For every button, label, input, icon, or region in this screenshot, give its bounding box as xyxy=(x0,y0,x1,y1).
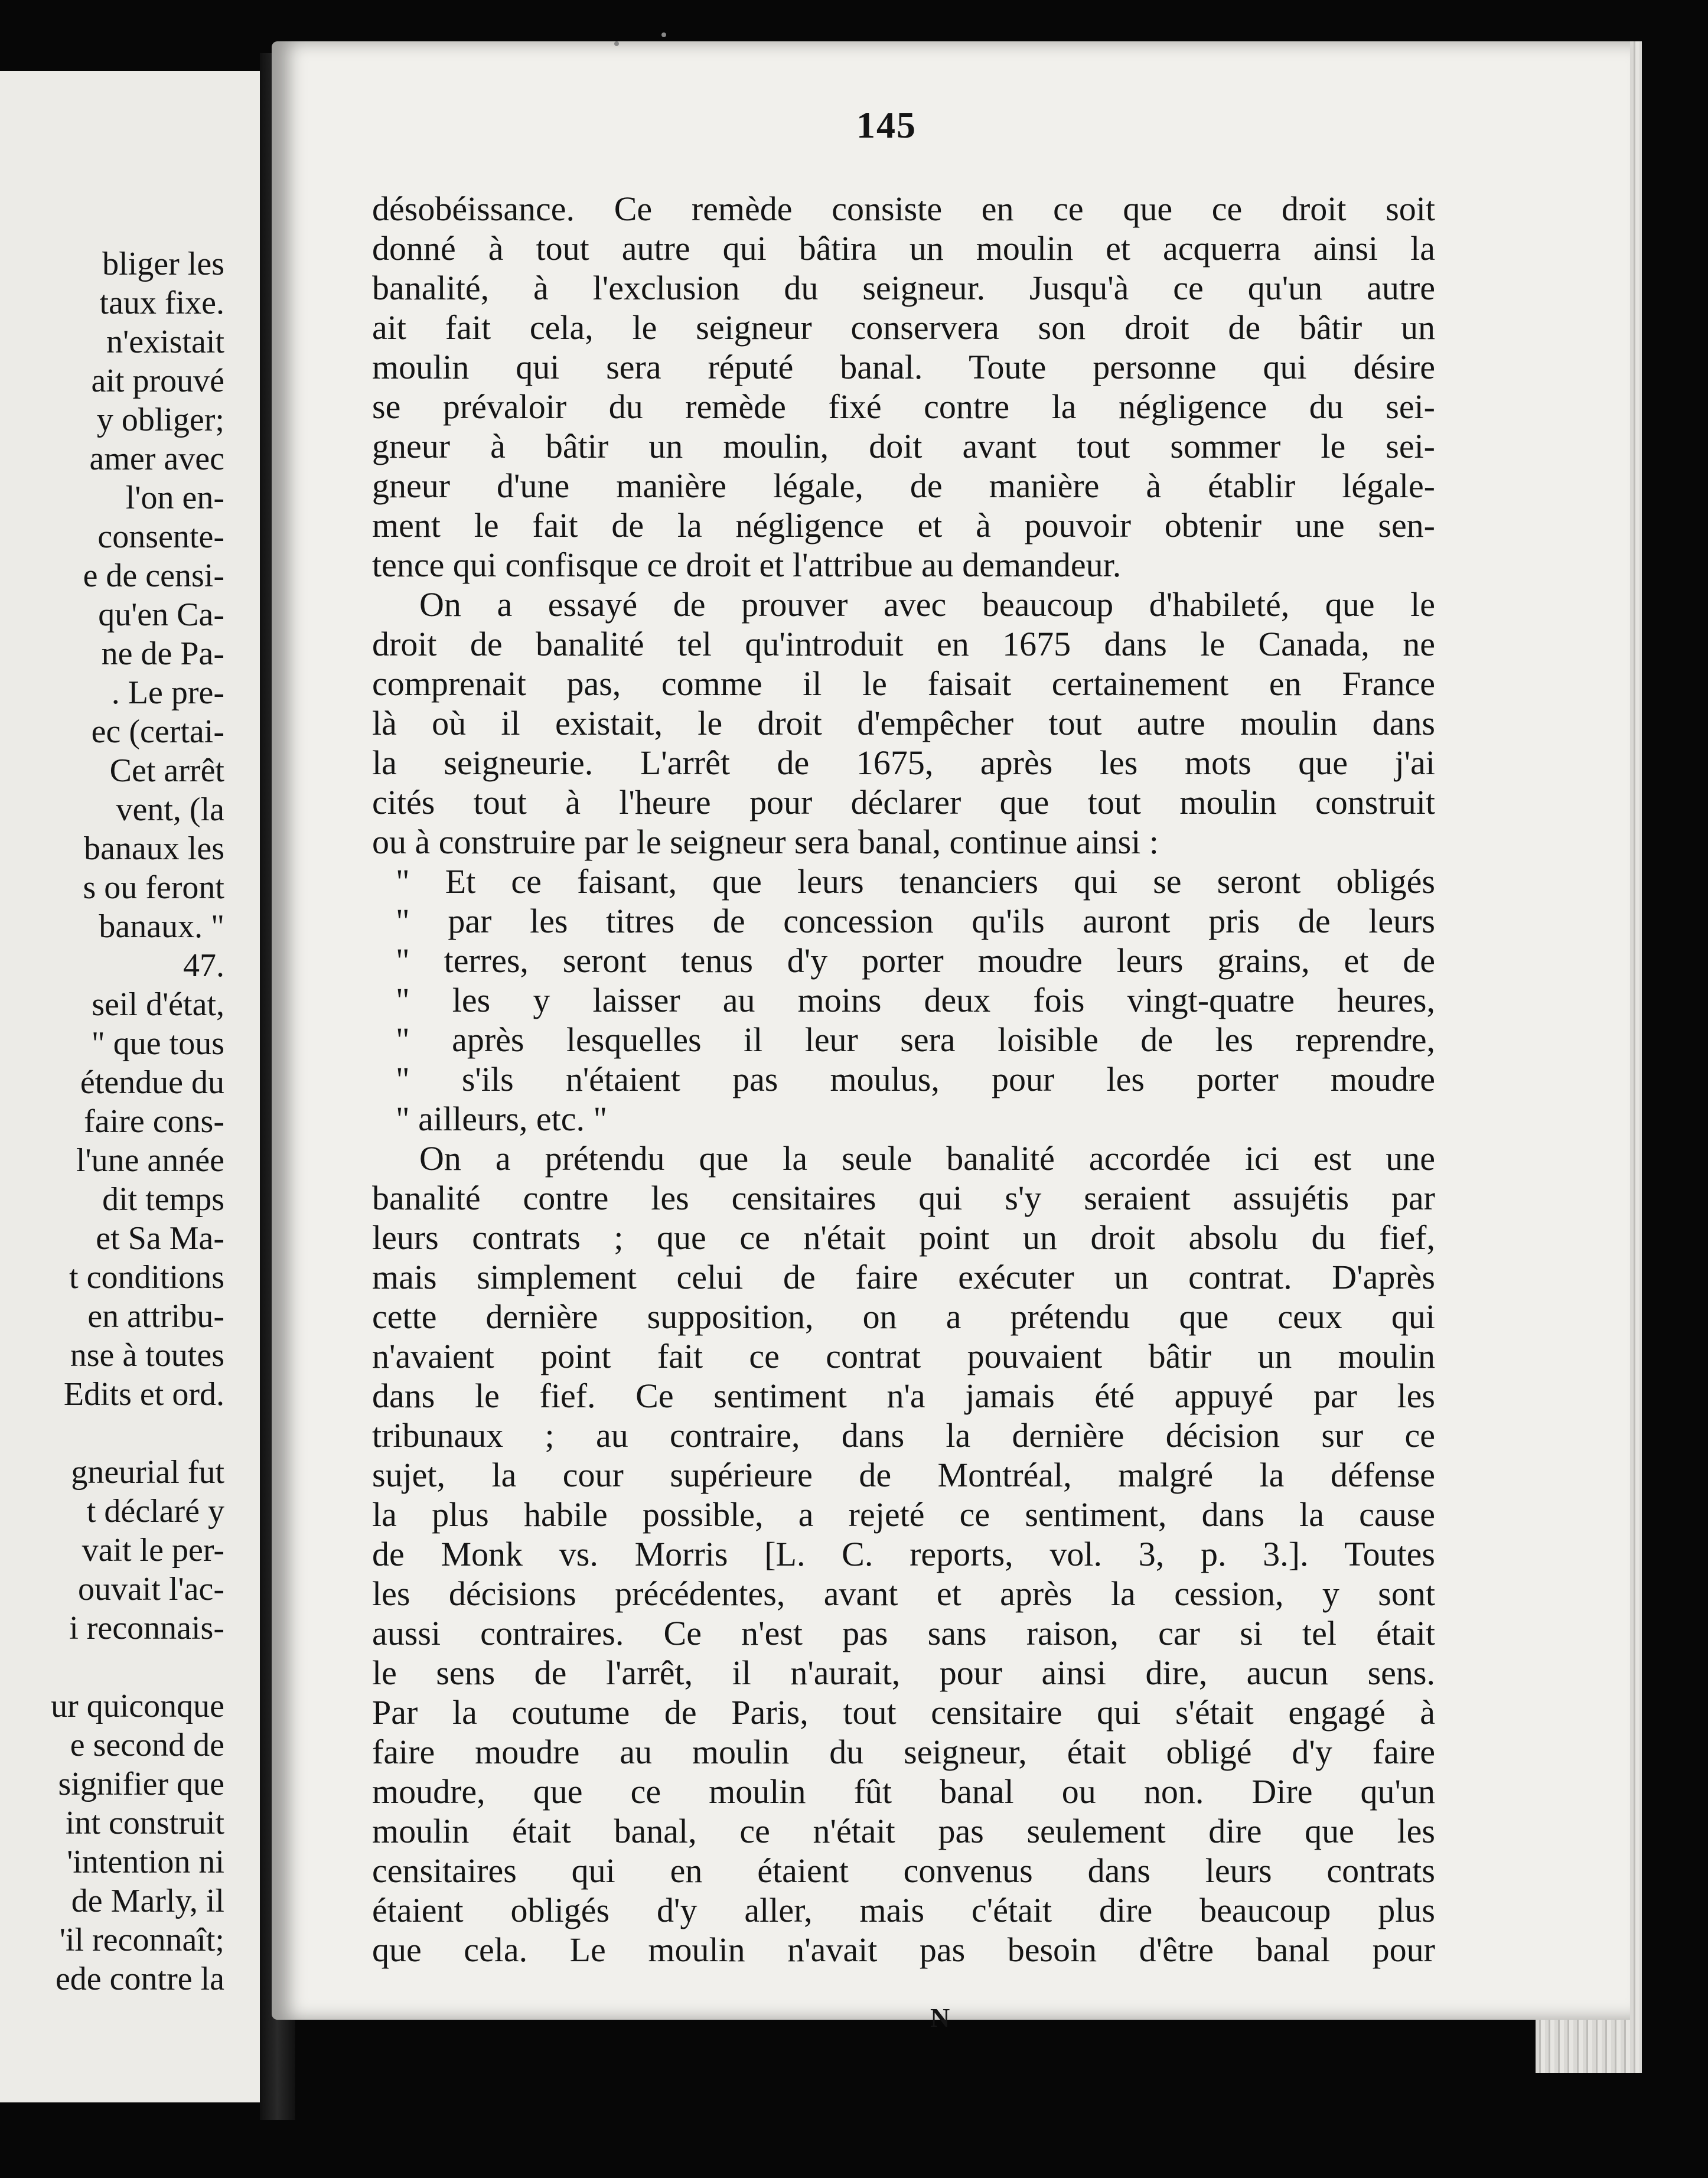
text-line: " les y laisser au moins deux fois vingt-quatre heures, xyxy=(396,981,1435,1019)
facing-text-line: dit temps xyxy=(102,1181,224,1218)
facing-text-line: Edits et ord. xyxy=(63,1376,224,1413)
facing-text-line: amer avec xyxy=(89,441,224,477)
text-line: gneur à bâtir un moulin, doit avant tout sommer le sei- xyxy=(372,427,1435,465)
page-number: 145 xyxy=(856,104,917,146)
text-line: " s'ils n'étaient pas moulus, pour les porter moudre xyxy=(396,1060,1435,1098)
page-body-text xyxy=(372,189,1435,1970)
text-line: leurs contrats ; que ce n'était point un droit absolu du fief, xyxy=(372,1218,1435,1257)
facing-text-line: banaux les xyxy=(84,830,224,867)
facing-text-line: l'on en- xyxy=(125,480,224,516)
facing-text-line: bliger les xyxy=(102,246,224,282)
text-line: Par la coutume de Paris, tout censitaire qui s'était engagé à xyxy=(372,1693,1435,1732)
text-line: les décisions précédentes, avant et après la cession, y sont xyxy=(372,1574,1435,1613)
text-line: On a prétendu que la seule banalité accordée ici est une xyxy=(419,1139,1435,1178)
facing-text-line: faire cons- xyxy=(84,1103,224,1140)
facing-text-line: ait prouvé xyxy=(91,363,224,399)
text-line: tribunaux ; au contraire, dans la dernière décision sur ce xyxy=(372,1416,1435,1455)
text-line: censitaires qui en étaient convenus dans leurs contrats xyxy=(372,1851,1435,1890)
facing-text-line: e second de xyxy=(70,1727,224,1763)
facing-text-line: qu'en Ca- xyxy=(98,596,224,633)
facing-text-line: 'intention ni xyxy=(67,1844,224,1880)
facing-text-line: nse à toutes xyxy=(70,1337,224,1374)
facing-text-line: . Le pre- xyxy=(111,674,224,711)
text-line: n'avaient point fait ce contrat pouvaient bâtir un moulin xyxy=(372,1337,1435,1375)
facing-text-line: t conditions xyxy=(69,1259,224,1296)
text-line: de Monk vs. Morris [L. C. reports, vol. 3, p. 3.]. Toutes xyxy=(372,1535,1435,1573)
text-line: cités tout à l'heure pour déclarer que tout moulin construit xyxy=(372,783,1435,821)
facing-text-line: y obliger; xyxy=(96,402,224,438)
facing-text-line: t déclaré y xyxy=(86,1493,224,1530)
facing-text-line: seil d'état, xyxy=(92,986,224,1023)
text-line: cette dernière supposition, on a prétendu que ceux qui xyxy=(372,1297,1435,1336)
facing-text-line: de Marly, il xyxy=(71,1883,224,1919)
facing-text-line: l'une année xyxy=(76,1142,224,1179)
text-line: moulin était banal, ce n'était pas seulement dire que les xyxy=(372,1812,1435,1850)
scan-speck xyxy=(661,32,666,37)
facing-text-line: en attribu- xyxy=(87,1298,224,1335)
facing-text-line: i reconnais- xyxy=(69,1610,224,1646)
text-line: tence qui confisque ce droit et l'attribue au demandeur. xyxy=(372,546,1122,584)
scan-speck xyxy=(614,41,619,46)
facing-text-line: ne de Pa- xyxy=(101,635,224,672)
text-line: " après lesquelles il leur sera loisible de les reprendre, xyxy=(396,1020,1435,1059)
facing-text-line: int construit xyxy=(65,1805,224,1841)
text-line: " Et ce faisant, que leurs tenanciers qui se seront obligés xyxy=(396,862,1435,901)
text-line: comprenait pas, comme il le faisait certainement en France xyxy=(372,664,1435,703)
facing-text-line: gneurial fut xyxy=(71,1454,224,1491)
facing-text-line: s ou feront xyxy=(83,869,224,906)
text-line: désobéissance. Ce remède consiste en ce que ce droit soit xyxy=(372,190,1435,228)
facing-text-line: consente- xyxy=(97,519,224,555)
signature-mark: N xyxy=(930,2003,950,2033)
text-line: droit de banalité tel qu'introduit en 1675 dans le Canada, ne xyxy=(372,625,1435,663)
facing-text-line: ede contre la xyxy=(55,1961,224,1997)
facing-text-line: et Sa Ma- xyxy=(96,1220,224,1257)
text-line: là où il existait, le droit d'empêcher tout autre moulin dans xyxy=(372,704,1435,742)
text-line: moulin qui sera réputé banal. Toute personne qui désire xyxy=(372,348,1435,386)
facing-text-line: n'existait xyxy=(106,324,224,360)
facing-text-line: vait le per- xyxy=(82,1532,224,1569)
text-line: banalité, à l'exclusion du seigneur. Jusqu'à ce qu'un autre xyxy=(372,269,1435,307)
text-line: la plus habile possible, a rejeté ce sentiment, dans la cause xyxy=(372,1495,1435,1534)
facing-text-line: ouvait l'ac- xyxy=(78,1571,224,1608)
facing-text-line: étendue du xyxy=(80,1064,224,1101)
facing-text-line: 'il reconnaît; xyxy=(59,1922,224,1958)
text-line: aussi contraires. Ce n'est pas sans raison, car si tel était xyxy=(372,1614,1435,1652)
facing-text-line: ec (certai- xyxy=(91,713,224,750)
text-line: dans le fief. Ce sentiment n'a jamais été appuyé par les xyxy=(372,1377,1435,1415)
text-line: gneur d'une manière légale, de manière à établir légale- xyxy=(372,467,1435,505)
text-line: la seigneurie. L'arrêt de 1675, après les mots que j'ai xyxy=(372,744,1435,782)
text-line: le sens de l'arrêt, il n'aurait, pour ainsi dire, aucun sens. xyxy=(372,1654,1435,1692)
text-line: ait fait cela, le seigneur conservera son droit de bâtir un xyxy=(372,308,1435,347)
text-line: faire moudre au moulin du seigneur, était obligé d'y faire xyxy=(372,1733,1435,1771)
facing-page-left xyxy=(0,71,270,2102)
facing-text-line: e de censi- xyxy=(83,557,224,594)
text-line: que cela. Le moulin n'avait pas besoin d'être banal pour xyxy=(372,1931,1435,1969)
text-line: ment le fait de la négligence et à pouvoir obtenir une sen- xyxy=(372,506,1435,544)
text-line: " ailleurs, etc. " xyxy=(396,1100,608,1138)
facing-text-line: signifier que xyxy=(58,1766,224,1802)
text-line: moudre, que ce moulin fût banal ou non. Dire qu'un xyxy=(372,1772,1435,1811)
text-line: banalité contre les censitaires qui s'y seraient assujétis par xyxy=(372,1179,1435,1217)
facing-text-line: vent, (la xyxy=(116,791,224,828)
text-line: On a essayé de prouver avec beaucoup d'habileté, que le xyxy=(419,585,1435,624)
facing-text-line: taux fixe. xyxy=(99,285,224,321)
facing-text-line: ur quiconque xyxy=(51,1688,224,1724)
text-line: étaient obligés d'y aller, mais c'était dire beaucoup plus xyxy=(372,1891,1435,1929)
facing-text-line: banaux. " xyxy=(99,908,224,945)
text-line: sujet, la cour supérieure de Montréal, malgré la défense xyxy=(372,1456,1435,1494)
text-line: donné à tout autre qui bâtira un moulin et acquerra ainsi la xyxy=(372,229,1435,268)
text-line: se prévaloir du remède fixé contre la négligence du sei- xyxy=(372,387,1435,426)
text-line: ou à construire par le seigneur sera banal, continue ainsi : xyxy=(372,823,1159,861)
facing-text-line: Cet arrêt xyxy=(109,752,224,789)
text-line: " terres, seront tenus d'y porter moudre leurs grains, et de xyxy=(396,941,1435,980)
text-line: mais simplement celui de faire exécuter un contrat. D'après xyxy=(372,1258,1435,1296)
facing-text-line: 47. xyxy=(183,947,224,984)
text-line: " par les titres de concession qu'ils auront pris de leurs xyxy=(396,902,1435,940)
facing-text-line: " que tous xyxy=(91,1025,224,1062)
